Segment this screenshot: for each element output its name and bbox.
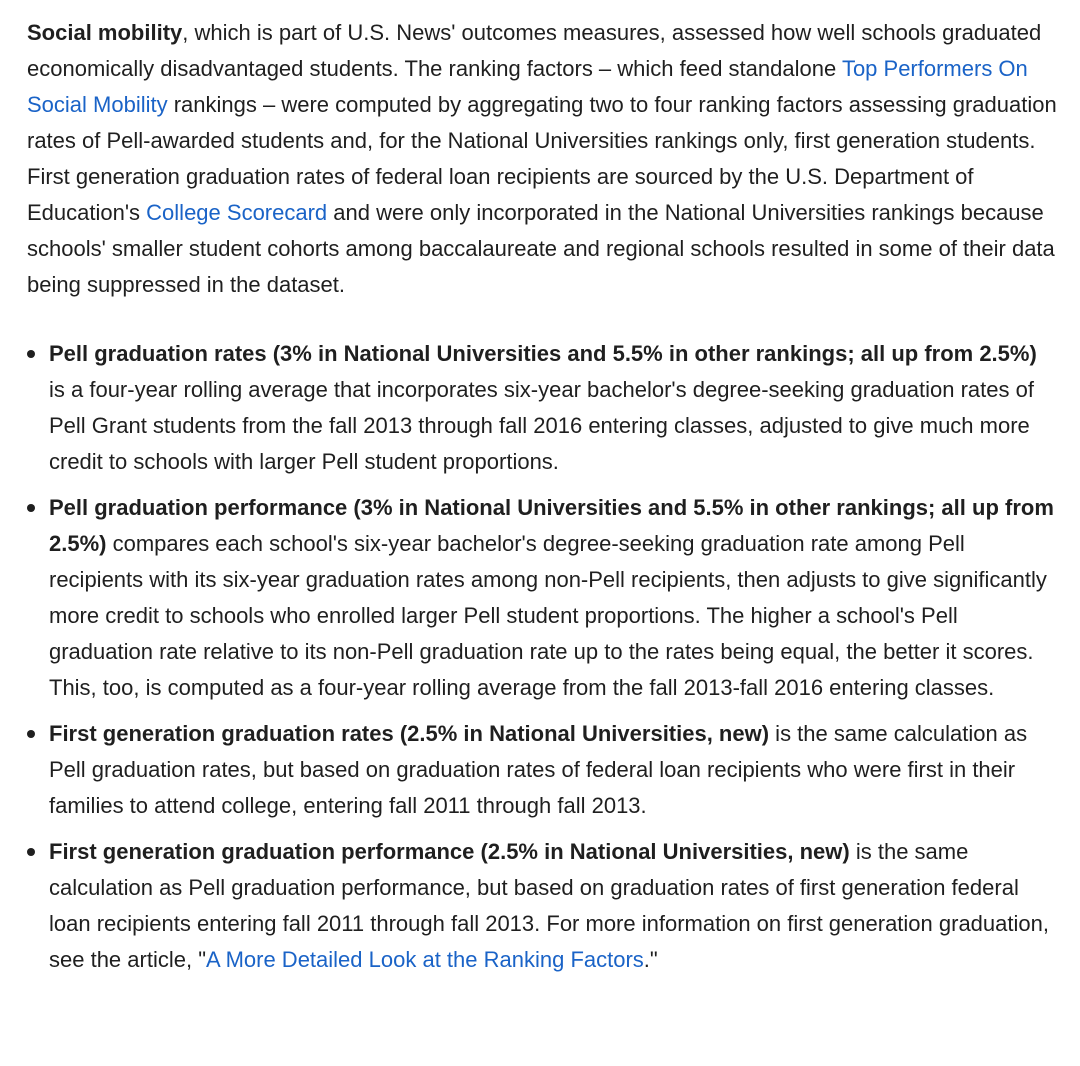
bullet-icon xyxy=(27,730,35,738)
bullet-icon xyxy=(27,848,35,856)
list-item-pell-graduation-rates xyxy=(27,336,1057,480)
detailed-look-article-link[interactable]: A More Detailed Look at the Ranking Factors xyxy=(206,947,644,972)
factor-description: is the same calculation as Pell graduation rates, but based on graduation rates of federal loan recipients who were first in their families to attend college, entering fall 2011 through fall 2013. xyxy=(49,721,1028,818)
list-item-pell-graduation-performance xyxy=(27,490,1057,706)
factor-title: First generation graduation performance (2.5% in National Universities, new) xyxy=(49,839,850,864)
top-performers-link[interactable]: Top Performers On Social Mobility xyxy=(27,56,1028,117)
factor-title: Pell graduation performance (3% in National Universities and 5.5% in other rankings; all up from 2.5%) xyxy=(49,495,1054,556)
list-item-first-gen-graduation-performance xyxy=(27,834,1057,978)
intro-text-3: and were only incorporated in the National Universities rankings because schools' smaller student cohorts among baccalaureate and regional schools resulted in some of their data being suppressed in the dataset. xyxy=(27,200,1055,297)
factor-description-end: ." xyxy=(643,947,658,972)
college-scorecard-link[interactable]: College Scorecard xyxy=(146,200,328,225)
intro-text-1: , which is part of U.S. News' outcomes measures, assessed how well schools graduated economically disadvantaged students. The ranking factors – which feed standalone xyxy=(27,20,1042,81)
factor-description: is the same calculation as Pell graduation performance, but based on graduation rates of first generation federal loan recipients entering fall 2011 through fall 2013. For more information on first generation graduation, see the article, " xyxy=(49,839,1049,972)
social-mobility-term: Social mobility xyxy=(27,20,183,45)
intro-paragraph xyxy=(27,15,1057,303)
factor-title: Pell graduation rates (3% in National Universities and 5.5% in other rankings; all up from 2.5%) xyxy=(49,341,1037,366)
bullet-icon xyxy=(27,504,35,512)
list-item-first-gen-graduation-rates xyxy=(27,716,1057,824)
factor-title: First generation graduation rates (2.5% in National Universities, new) xyxy=(49,721,770,746)
factor-description: is a four-year rolling average that incorporates six-year bachelor's degree-seeking graduation rates of Pell Grant students from the fall 2013 through fall 2016 entering classes, adjusted to give much more credit to schools with larger Pell student proportions. xyxy=(49,377,1034,474)
ranking-factors-list xyxy=(27,336,1057,978)
factor-description: compares each school's six-year bachelor's degree-seeking graduation rate among Pell recipients with its six-year graduation rates among non-Pell recipients, then adjusts to give significantly more credit to schools who enrolled larger Pell student proportions. The higher a school's Pell graduation rate relative to its non-Pell graduation rate up to the rates being equal, the better it scores. This, too, is computed as a four-year rolling average from the fall 2013-fall 2016 entering classes. xyxy=(49,531,1047,700)
article-body xyxy=(27,15,1057,988)
bullet-icon xyxy=(27,350,35,358)
intro-text-2: rankings – were computed by aggregating two to four ranking factors assessing graduation rates of Pell-awarded students and, for the National Universities rankings only, first generation students. First generation graduation rates of federal loan recipients are sourced by the U.S. Department of Education's xyxy=(27,92,1057,225)
